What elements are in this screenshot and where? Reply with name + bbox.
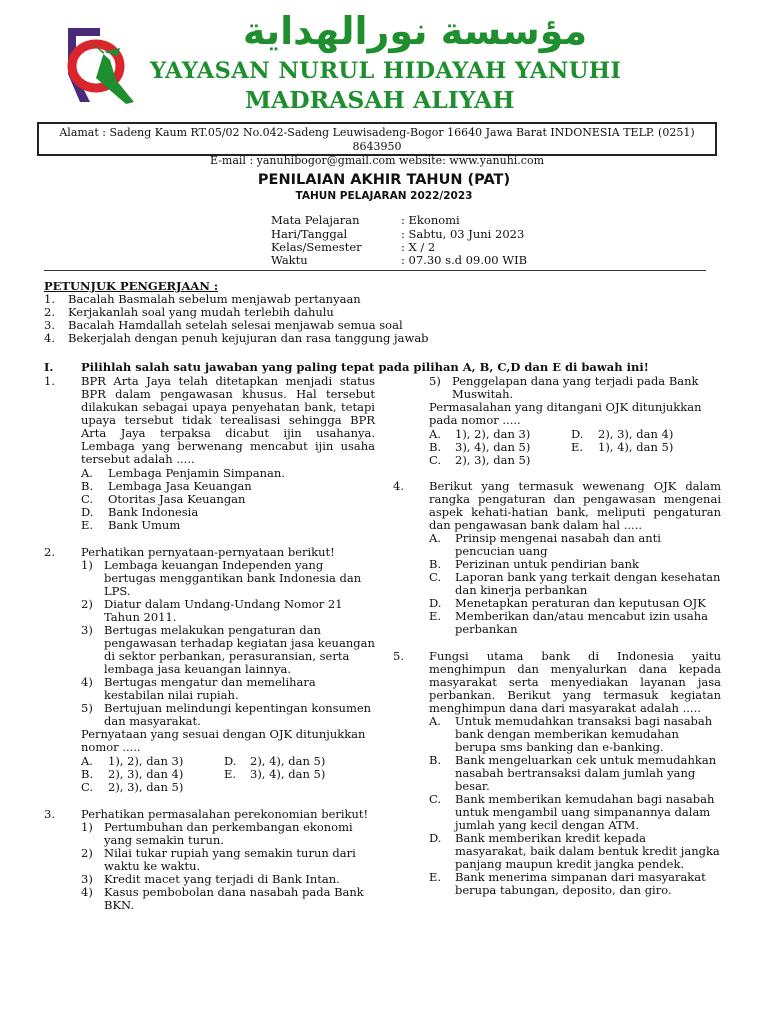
- item-line: Bertugas mengatur dan memelihara: [104, 675, 316, 689]
- item-line: BKN.: [104, 898, 135, 912]
- option-text: dan kinerja perbankan: [455, 583, 588, 597]
- option-text: 3), 4), dan 5): [250, 767, 326, 781]
- item-line: Nilai tukar rupiah yang semakin turun dari: [104, 846, 356, 860]
- option-letter: C.: [429, 570, 442, 584]
- question-line: Berikut yang termasuk wewenang OJK dalam: [429, 479, 721, 493]
- question-line: Arta Jaya terpaksa dicabut ijin usahanya.: [81, 426, 375, 440]
- instruction-text: Bacalah Hamdallah setelah selesai menjawab semua soal: [68, 318, 403, 332]
- instruction-num: 4.: [44, 331, 55, 345]
- item-number: 4): [81, 675, 93, 689]
- option-letter: D.: [224, 754, 237, 768]
- question-line: Permasalahan yang ditangani OJK ditunjukkan: [429, 400, 702, 414]
- option-text: 2), 3), dan 5): [455, 453, 531, 467]
- option-text: Bank menerima simpanan dari masyarakat: [455, 870, 706, 884]
- divider: [44, 270, 706, 271]
- item-line: Bertujuan melindungi kepentingan konsumen: [104, 701, 372, 715]
- option-letter: E.: [81, 518, 94, 532]
- info-label: Mata Pelajaran: [271, 213, 360, 227]
- option-text: Perizinan untuk pendirian bank: [455, 557, 640, 571]
- option-text: besar.: [455, 779, 490, 793]
- option-letter: E.: [429, 870, 442, 884]
- item-line: Diatur dalam Undang-Undang Nomor 21: [104, 597, 343, 611]
- item-line: Pertumbuhan dan perkembangan ekonomi: [104, 820, 353, 834]
- info-value: : X / 2: [401, 240, 436, 254]
- contact-line: E-mail : yanuhibogor@gmail.com website: www.yanuhi.com: [209, 154, 545, 167]
- option-letter: D.: [571, 427, 584, 441]
- option-text: 2), 3), dan 5): [108, 780, 184, 794]
- option-text: 1), 4), dan 5): [598, 440, 674, 454]
- question-line: dan pengawasan bank dalam hal .....: [429, 518, 643, 532]
- option-text: 2), 3), dan 4): [598, 427, 674, 441]
- option-letter: C.: [429, 792, 442, 806]
- item-number: 2): [81, 597, 93, 611]
- item-line: yang semakin turun.: [104, 833, 224, 847]
- option-text: berupa tabungan, deposito, dan giro.: [455, 883, 672, 897]
- option-text: panjang maupun kredit jangka pendek.: [455, 857, 685, 871]
- option-letter: A.: [81, 754, 93, 768]
- info-value: : Ekonomi: [401, 213, 460, 227]
- option-text: Otoritas Jasa Keuangan: [108, 492, 246, 506]
- question-number: 1.: [44, 374, 55, 388]
- item-line: Tahun 2011.: [104, 610, 177, 624]
- item-line: Bertugas melakukan pengaturan dan: [104, 623, 321, 637]
- question-line: dilakukan sebagai upaya penyehatan bank, tetapi: [81, 400, 375, 414]
- item-line: lembaga jasa keuangan lainnya.: [104, 662, 292, 676]
- option-text: Bank Umum: [108, 518, 181, 532]
- item-line: Muswitah.: [452, 387, 514, 401]
- question-number: 3.: [44, 807, 55, 821]
- school-logo: [60, 22, 138, 110]
- option-letter: C.: [429, 453, 442, 467]
- item-line: kestabilan nilai rupiah.: [104, 688, 239, 702]
- option-text: untuk mengambil uang simpanannya dalam: [455, 805, 711, 819]
- option-text: Lembaga Penjamin Simpanan.: [108, 466, 285, 480]
- option-text: Prinsip mengenai nasabah dan anti: [455, 531, 661, 545]
- info-value: : 07.30 s.d 09.00 WIB: [401, 253, 528, 267]
- item-number: 5): [81, 701, 93, 715]
- question-line: menghimpun dan menyalurkan dana kepada: [429, 662, 721, 676]
- question-line: nomor .....: [81, 740, 141, 754]
- option-letter: A.: [81, 466, 93, 480]
- question-line: Fungsi utama bank di Indonesia yaitu: [429, 649, 721, 663]
- option-letter: A.: [429, 531, 441, 545]
- option-text: nasabah bertransaksi dalam jumlah yang: [455, 766, 696, 780]
- question-line: pada nomor .....: [429, 413, 521, 427]
- arabic-name-text: مؤسسة نورالهداية: [242, 9, 588, 53]
- question-intro: Perhatikan permasalahan perekonomian berikut!: [81, 807, 369, 821]
- option-text: 3), 4), dan 5): [455, 440, 531, 454]
- item-number: 1): [81, 820, 93, 834]
- instructions-title: PETUNJUK PENGERJAAN :: [44, 279, 219, 293]
- instruction-num: 2.: [44, 305, 55, 319]
- question-line: tersebut adalah .....: [81, 452, 195, 466]
- option-text: Menetapkan peraturan dan keputusan OJK: [455, 596, 706, 610]
- option-letter: B.: [81, 767, 94, 781]
- instruction-text: Bekerjalah dengan penuh kejujuran dan rasa tanggung jawab: [68, 331, 429, 345]
- question-line: masyarakat serta menyediakan layanan jasa: [429, 675, 721, 689]
- question-line: upaya tersebut tidak terealisasi sehingga BPR: [81, 413, 375, 427]
- option-text: pencucian uang: [455, 544, 548, 558]
- item-line: bertugas menggantikan bank Indonesia dan: [104, 571, 362, 585]
- option-text: 2), 4), dan 5): [250, 754, 326, 768]
- option-text: berupa sms banking dan e-banking.: [455, 740, 664, 754]
- option-letter: B.: [429, 440, 442, 454]
- question-line: rangka pengaturan dan pengawasan mengenai: [429, 492, 721, 506]
- item-number: 2): [81, 846, 93, 860]
- item-line: dan masyarakat.: [104, 714, 201, 728]
- question-line: aspek kehati-hatian bank, meliputi pengaturan: [429, 505, 721, 519]
- option-text: 1), 2), dan 3): [108, 754, 184, 768]
- exam-title: PENILAIAN AKHIR TAHUN (PAT): [257, 172, 511, 188]
- option-text: masyarakat, baik dalam bentuk kredit jangka: [455, 844, 720, 858]
- option-text: Bank Indonesia: [108, 505, 199, 519]
- option-letter: E.: [224, 767, 237, 781]
- option-letter: E.: [429, 609, 442, 623]
- option-letter: E.: [571, 440, 584, 454]
- item-number: 3): [81, 623, 93, 637]
- option-letter: B.: [429, 557, 442, 571]
- item-line: Kredit macet yang terjadi di Bank Intan.: [104, 872, 340, 886]
- option-letter: D.: [429, 831, 442, 845]
- option-letter: D.: [429, 596, 442, 610]
- info-label: Kelas/Semester: [271, 240, 362, 254]
- section-number: I.: [44, 360, 54, 374]
- option-text: Lembaga Jasa Keuangan: [108, 479, 252, 493]
- item-line: waktu ke waktu.: [104, 859, 201, 873]
- question-line: Pernyataan yang sesuai dengan OJK ditunjukkan: [81, 727, 366, 741]
- option-text: 1), 2), dan 3): [455, 427, 531, 441]
- question-line: Lembaga yang berwenang mencabut ijin usaha: [81, 439, 375, 453]
- item-number: 3): [81, 872, 93, 886]
- address-box: [37, 122, 717, 167]
- option-text: 2), 3), dan 4): [108, 767, 184, 781]
- option-letter: C.: [81, 780, 94, 794]
- question-number: 5.: [393, 649, 404, 663]
- option-text: Memberikan dan/atau mencabut izin usaha: [455, 609, 708, 623]
- question-number: 4.: [393, 479, 404, 493]
- section-instruction: Pilihlah salah satu jawaban yang paling tepat pada pilihan A, B, C,D dan E di bawah ini!: [81, 360, 649, 374]
- option-text: Bank mengeluarkan cek untuk memudahkan: [455, 753, 717, 767]
- question-line: BPR dalam pengawasan khusus. Hal tersebut: [81, 387, 375, 401]
- item-number: 5): [429, 374, 441, 388]
- info-label: Hari/Tanggal: [271, 227, 348, 241]
- option-letter: C.: [81, 492, 94, 506]
- arabic-foundation-name: [200, 6, 630, 56]
- option-letter: B.: [81, 479, 94, 493]
- question-number: 2.: [44, 545, 55, 559]
- item-line: Penggelapan dana yang terjadi pada Bank: [452, 374, 699, 388]
- question-line: BPR Arta Jaya telah ditetapkan menjadi status: [81, 374, 375, 388]
- option-letter: B.: [429, 753, 442, 767]
- option-text: Bank memberikan kredit kepada: [455, 831, 646, 845]
- item-line: pengawasan terhadap kegiatan jasa keuangan: [104, 636, 375, 650]
- option-text: Untuk memudahkan transaksi bagi nasabah: [455, 714, 713, 728]
- instruction-text: Kerjakanlah soal yang mudah terlebih dahulu: [68, 305, 334, 319]
- instruction-num: 1.: [44, 292, 55, 306]
- question-line: perbankan. Berikut yang termasuk kegiatan: [429, 688, 721, 702]
- option-text: bank dengan memberikan kemudahan: [455, 727, 679, 741]
- address-line: Alamat : Sadeng Kaum RT.05/02 No.042-Sadeng Leuwisadeng-Bogor 16640 Jawa Barat INDONESIA TELP. (0251) 8643950: [59, 126, 695, 153]
- item-line: LPS.: [104, 584, 131, 598]
- option-letter: A.: [429, 427, 441, 441]
- question-intro: Perhatikan pernyataan-pernyataan berikut!: [81, 545, 335, 559]
- info-value: : Sabtu, 03 Juni 2023: [401, 227, 525, 241]
- item-number: 4): [81, 885, 93, 899]
- option-text: jumlah yang kecil dengan ATM.: [455, 818, 640, 832]
- item-line: Lembaga keuangan Independen yang: [104, 558, 324, 572]
- instruction-text: Bacalah Basmalah sebelum menjawab pertanyaan: [68, 292, 361, 306]
- item-line: di sektor perbankan, perasuransian, serta: [104, 649, 350, 663]
- exam-subtitle: TAHUN PELAJARAN 2022/2023: [295, 190, 473, 202]
- info-label: Waktu: [271, 253, 308, 267]
- item-number: 1): [81, 558, 93, 572]
- school-name: MADRASAH ALIYAH: [245, 86, 515, 114]
- option-text: Laporan bank yang terkait dengan kesehatan: [455, 570, 721, 584]
- option-text: perbankan: [455, 622, 518, 636]
- option-letter: D.: [81, 505, 94, 519]
- item-line: Kasus pembobolan dana nasabah pada Bank: [104, 885, 364, 899]
- instruction-num: 3.: [44, 318, 55, 332]
- question-line: menghimpun dana dari masyarakat adalah .....: [429, 701, 701, 715]
- option-text: Bank memberikan kemudahan bagi nasabah: [455, 792, 715, 806]
- foundation-name: YAYASAN NURUL HIDAYAH YANUHI: [150, 58, 622, 84]
- option-letter: A.: [429, 714, 441, 728]
